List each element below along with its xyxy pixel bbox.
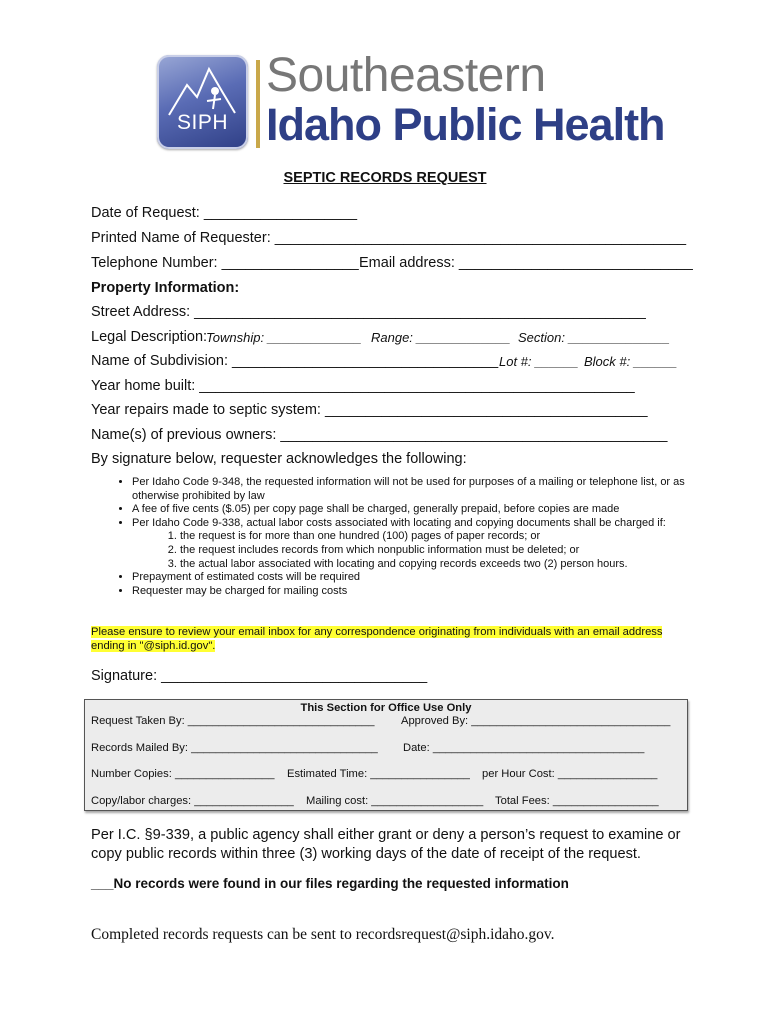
office-use-title: This Section for Office Use Only (300, 702, 472, 714)
number-copies-field[interactable]: Number Copies: ________________ (91, 768, 275, 780)
total-fees-field[interactable]: Total Fees: _________________ (495, 795, 659, 807)
list-item-text: Per Idaho Code 9-338, actual labor costs associated with locating and copying documents shall be charged if: (132, 516, 666, 529)
list-item (132, 517, 690, 571)
estimated-time-field[interactable]: Estimated Time: ________________ (287, 768, 470, 780)
numbered-item: 3. the actual labor associated with locating and copying records exceeds two (2) person hours. (180, 558, 690, 572)
request-taken-field[interactable]: Request Taken By: ______________________________ (91, 715, 375, 727)
acknowledge-text: By signature below, requester acknowledges the following: (91, 451, 467, 467)
year-built-field[interactable]: Year home built: ______________________________________________________ (91, 378, 635, 394)
printed-name-field[interactable]: Printed Name of Requester: ___________________________________________________ (91, 230, 687, 246)
email-notice-text: Please ensure to review your email inbox for any correspondence originating from individuals with an email address ending in "@siph.id.gov". (91, 626, 663, 652)
numbered-item: 2. the request includes records from which nonpublic information must be deleted; or (180, 544, 690, 558)
submission-note: Completed records requests can be sent to recordsrequest@siph.idaho.gov. (91, 926, 555, 943)
approved-by-field[interactable]: Approved By: ________________________________ (401, 715, 671, 727)
telephone-field[interactable]: Telephone Number: _________________ (91, 255, 359, 271)
numbered-item: 1. the request is for more than one hundred (100) pages of paper records; or (180, 530, 690, 544)
township-field[interactable]: Township: _____________ (206, 330, 362, 345)
mailing-cost-field[interactable]: Mailing cost: __________________ (306, 795, 484, 807)
records-mailed-field[interactable]: Records Mailed By: ______________________________ (91, 742, 378, 754)
list-item: • Prepayment of estimated costs will be required (132, 571, 690, 585)
section-field[interactable]: Section: ______________ (518, 330, 670, 345)
date-of-request-field[interactable]: Date of Request: ___________________ (91, 205, 358, 221)
page-title: SEPTIC RECORDS REQUEST (283, 170, 487, 186)
copy-charges-field[interactable]: Copy/labor charges: ________________ (91, 795, 294, 807)
logo-text: SIPH (176, 111, 228, 134)
legal-description-label: Legal Description: (91, 329, 212, 345)
law-statement: Per I.C. §9-339, a public agency shall either grant or deny a person’s request to examine or copy public records within three (3) working days of the date of receipt of the request. (91, 827, 681, 862)
no-records-checkline[interactable]: ___No records were found in our files regarding the requested information (91, 876, 569, 891)
list-item: • A fee of five cents ($.05) per copy page shall be charged, generally prepaid, before copies are made (132, 503, 690, 517)
acknowledgement-list (110, 476, 690, 598)
email-notice (91, 626, 681, 653)
block-field[interactable]: Block #: ______ (584, 354, 678, 369)
year-repairs-field[interactable]: Year repairs made to septic system: ________________________________________ (91, 402, 648, 418)
list-item: • Requester may be charged for mailing costs (132, 585, 690, 599)
subdivision-field[interactable]: Name of Subdivision: _________________________________ (91, 353, 499, 369)
property-heading: Property Information: (91, 280, 240, 296)
siph-logo (157, 55, 248, 149)
list-item: • Per Idaho Code 9-348, the requested information will not be used for purposes of a mailing or telephone list, or as otherwise prohibited by law (132, 476, 690, 503)
org-name-line1: Southeastern (266, 49, 546, 102)
range-field[interactable]: Range: _____________ (371, 330, 511, 345)
email-field[interactable]: Email address: _____________________________ (359, 255, 693, 271)
per-hour-cost-field[interactable]: per Hour Cost: ________________ (482, 768, 658, 780)
previous-owners-field[interactable]: Name(s) of previous owners: ________________________________________________ (91, 427, 668, 443)
org-name-line2: Idaho Public Health (266, 99, 665, 150)
street-address-field[interactable]: Street Address: ________________________________________________________ (91, 304, 646, 320)
signature-field[interactable]: Signature: _________________________________ (91, 668, 428, 684)
lot-field[interactable]: Lot #: ______ (499, 354, 579, 369)
office-use-section (84, 699, 688, 811)
logo-divider (256, 60, 260, 148)
date-field[interactable]: Date: __________________________________ (403, 742, 645, 754)
